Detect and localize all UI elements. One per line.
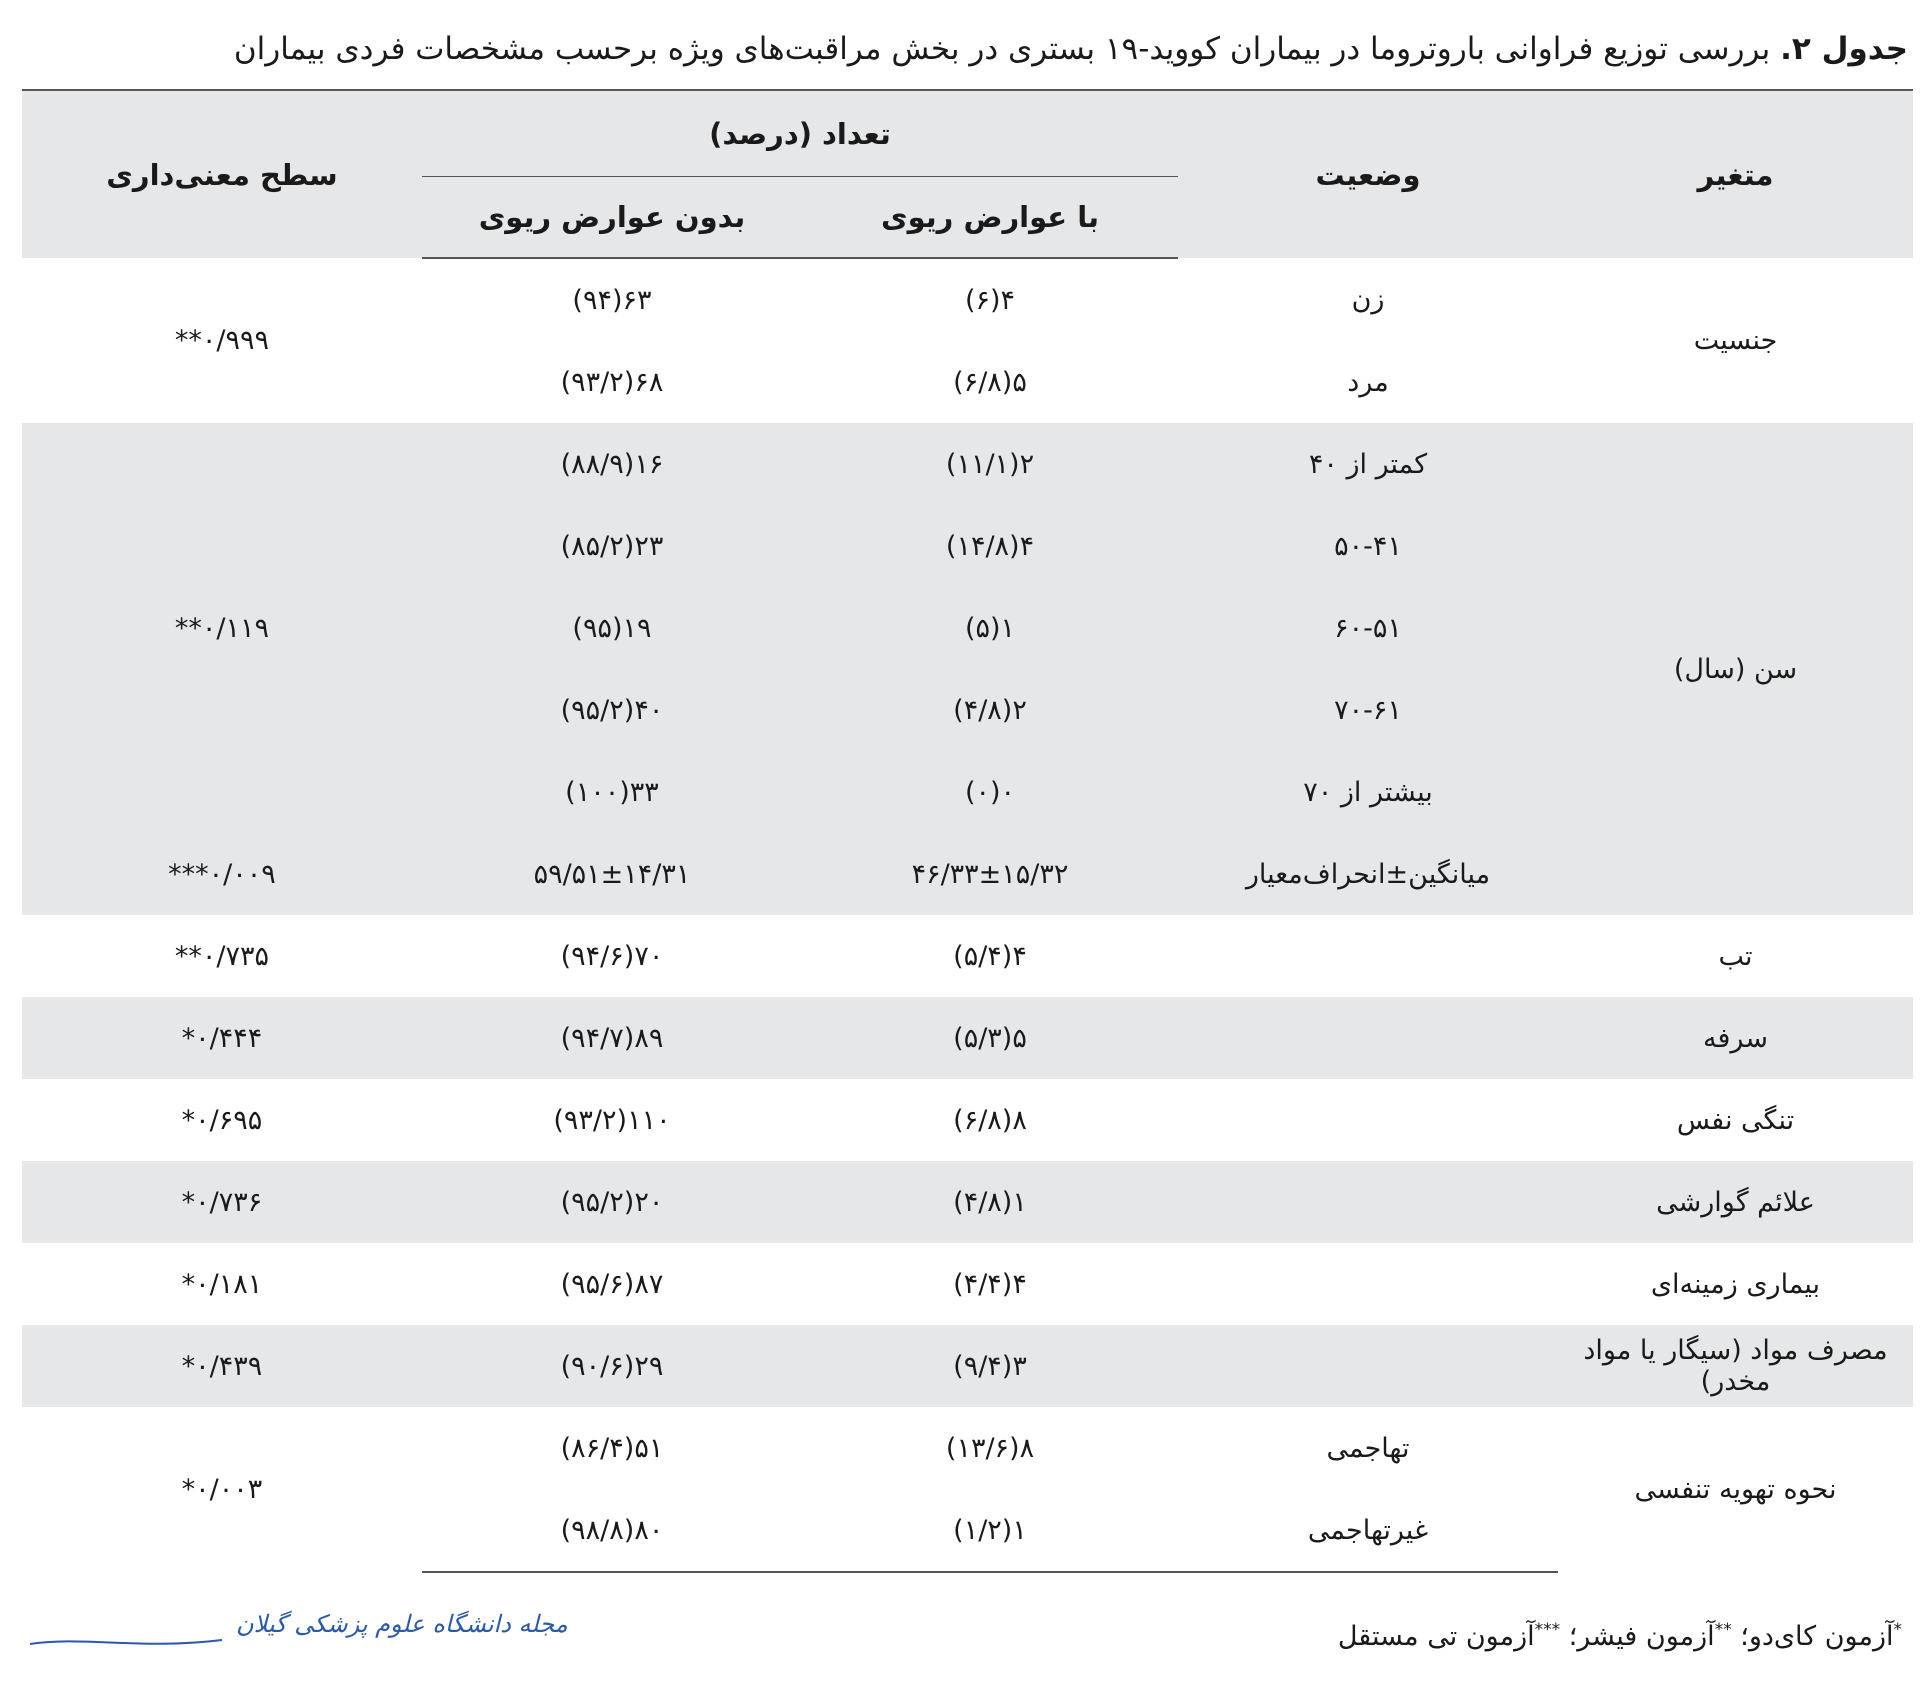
with-cell: ۲(۱۱/۱)	[802, 423, 1178, 505]
with-cell: ۴(۴/۴)	[953, 1268, 1027, 1300]
sig-cell: ۰/۹۹۹**	[174, 325, 270, 356]
status-cell: مرد	[1347, 366, 1389, 398]
variable-cell: سن (سال)	[1558, 423, 1913, 915]
with-cell: ۴۶/۳۳±۱۵/۳۲	[802, 833, 1178, 915]
status-cell: زن	[1351, 284, 1385, 315]
footnote-marker: *	[1893, 1620, 1902, 1640]
status-cell: ۷۰-۶۱	[1178, 669, 1558, 751]
without-cell: ۱۹(۹۵)	[422, 587, 802, 669]
without-cell: ۶۳(۹۴)	[572, 284, 652, 316]
without-cell: ۸۷(۹۵/۶)	[560, 1268, 664, 1300]
status-cell	[1178, 915, 1558, 997]
variable-cell: سرفه	[1558, 997, 1913, 1079]
data-table	[22, 89, 1913, 1573]
variable-cell: علائم گوارشی	[1558, 1161, 1913, 1243]
sig-cell: ۰/۶۹۵*	[181, 1104, 263, 1136]
header-without: بدون عوارض ریوی	[422, 177, 802, 258]
table-row	[22, 997, 1913, 1079]
sig-cell: ۰/۴۴۴*	[22, 997, 422, 1079]
footnote-marker: **	[1714, 1620, 1732, 1640]
data-table-container	[22, 89, 1913, 1573]
journal-logo	[22, 1592, 568, 1660]
footnote-text: آزمون کای‌دو؛	[1731, 1621, 1894, 1652]
table-row	[22, 1325, 1913, 1407]
caption-label: جدول ۲.	[1780, 31, 1908, 67]
table-caption	[22, 26, 1908, 72]
footnote-marker: ***	[1534, 1620, 1561, 1640]
header-count-rule	[422, 176, 1178, 177]
sig-cell: ۰/۱۱۹**	[22, 423, 422, 833]
without-cell: ۴۰(۹۵/۲)	[422, 669, 802, 751]
without-cell: ۳۳(۱۰۰)	[422, 751, 802, 833]
with-cell: ۴(۵/۴)	[953, 940, 1027, 972]
sig-cell: ۰/۴۳۹*	[22, 1325, 422, 1407]
with-cell: ۲(۴/۸)	[802, 669, 1178, 751]
table-row	[22, 1407, 1913, 1489]
variable-cell: تنگی نفس	[1676, 1104, 1795, 1136]
with-cell: ۸(۶/۸)	[953, 1104, 1027, 1136]
with-cell: ۵(۶/۸)	[953, 366, 1027, 398]
table-row	[22, 258, 1913, 341]
status-cell: غیرتهاجمی	[1178, 1489, 1558, 1572]
variable-cell: نحوه تهویه تنفسی	[1634, 1474, 1837, 1505]
table-footnote	[1338, 1620, 1902, 1652]
without-cell: ۱۱۰(۹۳/۲)	[553, 1104, 671, 1136]
footnote-text: آزمون تی مستقل	[1337, 1621, 1535, 1652]
header-significance: سطح معنی‌داری	[22, 90, 422, 258]
header-count	[422, 90, 1178, 177]
without-cell: ۱۶(۸۸/۹)	[422, 423, 802, 505]
with-cell: ۳(۹/۴)	[802, 1325, 1178, 1407]
with-cell: ۱(۴/۸)	[802, 1161, 1178, 1243]
status-cell	[1178, 1243, 1558, 1325]
sig-cell: ۰/۱۸۱*	[181, 1268, 263, 1300]
table-row	[22, 1161, 1913, 1243]
sig-cell: ۰/۷۳۵**	[174, 940, 270, 972]
status-cell	[1178, 997, 1558, 1079]
with-cell: ۴(۱۴/۸)	[802, 505, 1178, 587]
sig-cell: ۰/۰۰۹***	[22, 833, 422, 915]
table-row	[22, 423, 1913, 505]
without-cell: ۵۱(۸۶/۴)	[560, 1432, 664, 1464]
without-cell: ۲۰(۹۵/۲)	[422, 1161, 802, 1243]
journal-logo-text: مجله دانشگاه علوم پزشکی گیلان	[236, 1610, 568, 1638]
caption-text: بررسی توزیع فراوانی باروتروما در بیماران کووید-۱۹ بستری در بخش مراقبت‌های ویژه برحسب مشخصات فردی بیماران	[233, 31, 1781, 67]
header-with: با عوارض ریوی	[802, 177, 1178, 258]
sig-cell: ۰/۰۰۳*	[181, 1474, 263, 1505]
variable-cell: مصرف مواد (سیگار یا مواد مخدر)	[1558, 1325, 1913, 1407]
without-cell: ۶۸(۹۳/۲)	[560, 366, 664, 398]
with-cell: ۰(۰)	[802, 751, 1178, 833]
with-cell: ۴(۶)	[964, 284, 1016, 316]
table-row	[22, 915, 1913, 997]
variable-cell: بیماری زمینه‌ای	[1650, 1268, 1821, 1300]
header-count-label: تعداد (درصد)	[709, 117, 891, 151]
status-cell	[1178, 1079, 1558, 1161]
status-cell: کمتر از ۴۰	[1178, 423, 1558, 505]
header-status: وضعیت	[1178, 90, 1558, 258]
footnote-text: آزمون فیشر؛	[1560, 1621, 1715, 1652]
status-cell: بیشتر از ۷۰	[1178, 751, 1558, 833]
status-cell	[1178, 1161, 1558, 1243]
without-cell: ۸۹(۹۴/۷)	[422, 997, 802, 1079]
with-cell: ۸(۱۳/۶)	[945, 1432, 1035, 1464]
variable-cell: تب	[1718, 940, 1753, 972]
with-cell: ۵(۵/۳)	[802, 997, 1178, 1079]
table-row	[22, 1079, 1913, 1161]
without-cell: ۸۰(۹۸/۸)	[422, 1489, 802, 1572]
status-cell: ۶۰-۵۱	[1178, 587, 1558, 669]
without-cell: ۵۹/۵۱±۱۴/۳۱	[422, 833, 802, 915]
table-row	[22, 1243, 1913, 1325]
variable-cell: جنسیت	[1693, 325, 1778, 356]
status-cell	[1178, 1325, 1558, 1407]
with-cell: ۱(۱/۲)	[802, 1489, 1178, 1572]
status-cell: میانگین±انحراف‌معیار	[1178, 833, 1558, 915]
header-variable: متغیر	[1558, 90, 1913, 258]
logo-swash	[30, 1640, 222, 1644]
without-cell: ۲۳(۸۵/۲)	[422, 505, 802, 587]
without-cell: ۲۹(۹۰/۶)	[422, 1325, 802, 1407]
with-cell: ۱(۵)	[802, 587, 1178, 669]
without-cell: ۷۰(۹۴/۶)	[560, 940, 664, 972]
status-cell: تهاجمی	[1326, 1432, 1410, 1464]
sig-cell: ۰/۷۳۶*	[22, 1161, 422, 1243]
status-cell: ۵۰-۴۱	[1178, 505, 1558, 587]
